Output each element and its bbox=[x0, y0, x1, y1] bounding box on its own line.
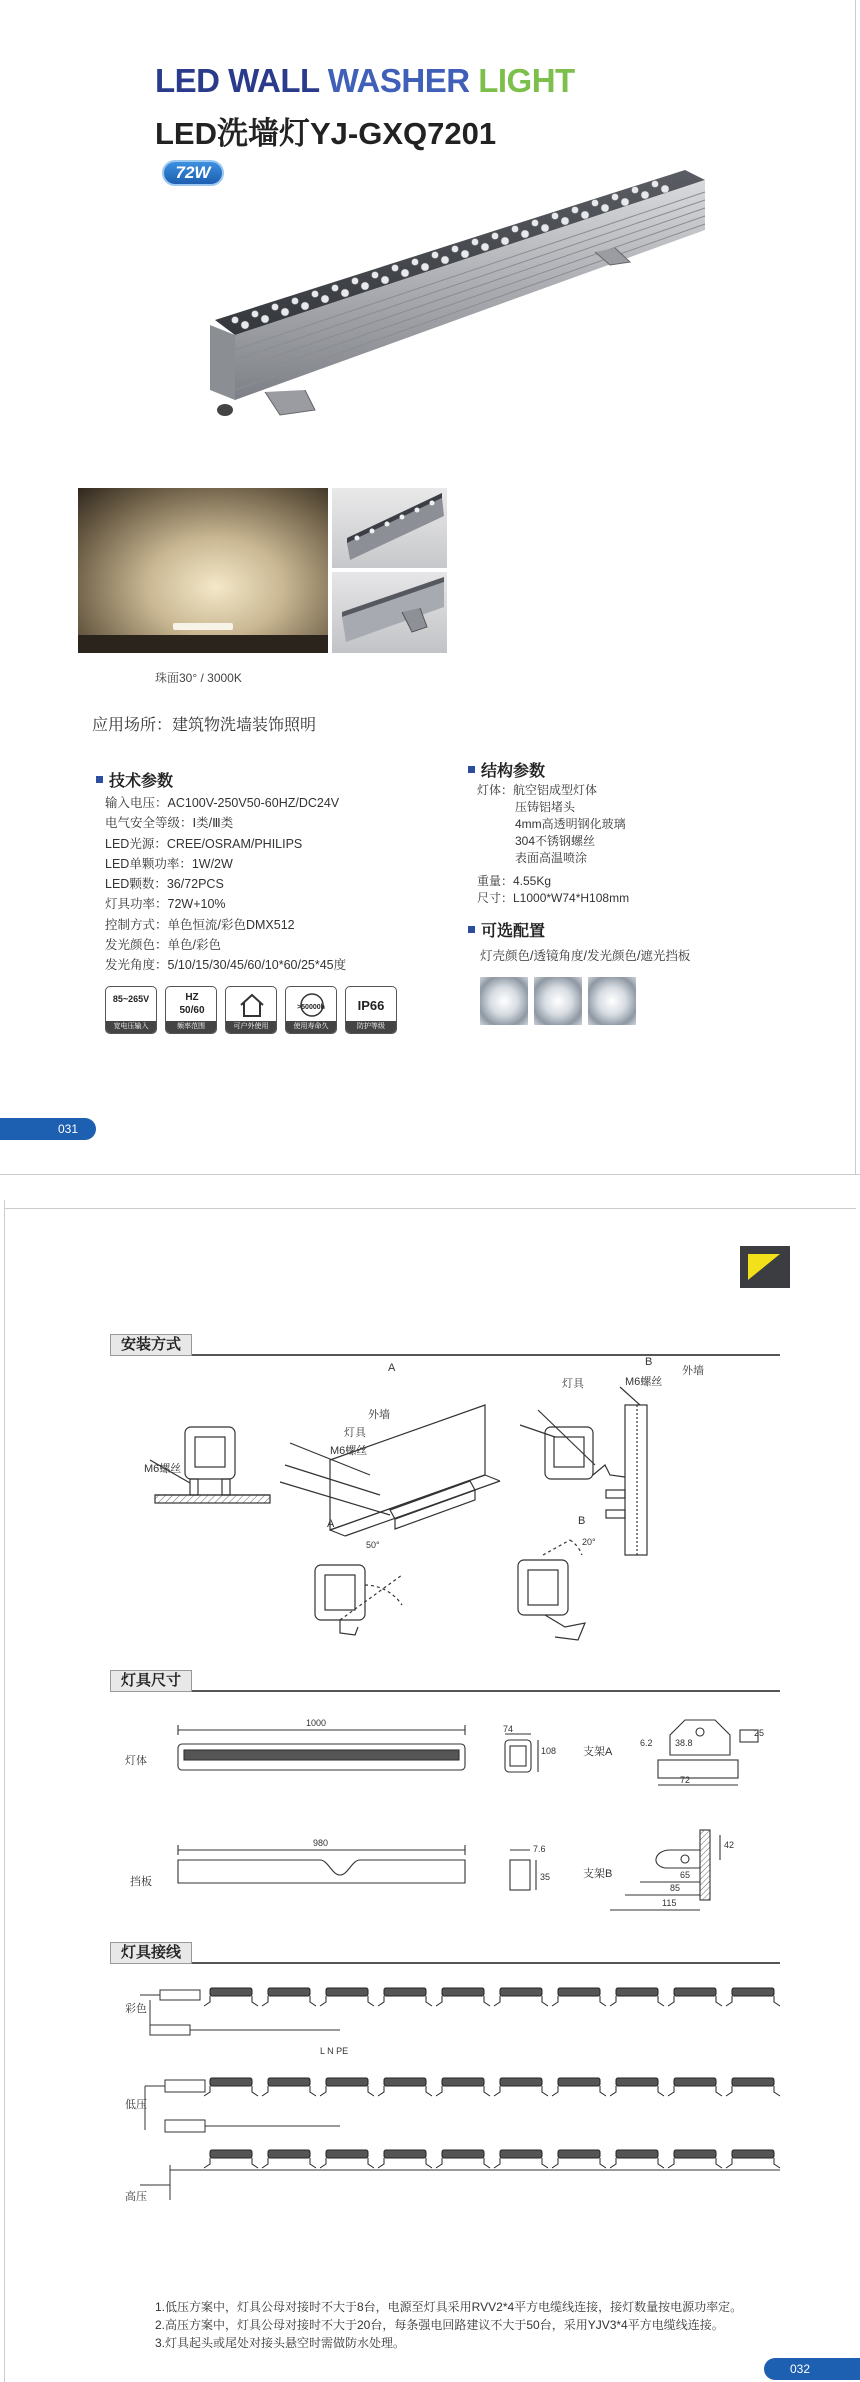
lifetime-badge-icon bbox=[285, 986, 337, 1034]
bracket-a-dim-25: 25 bbox=[754, 1728, 765, 1738]
wiring-lnpe-label: L N PE bbox=[320, 2046, 349, 2056]
lens-image bbox=[480, 977, 528, 1025]
spec-item: 输入电压：AC100V-250V50-60HZ/DC24V bbox=[105, 796, 340, 810]
install-section-title: 安装方式 bbox=[110, 1334, 192, 1356]
feature-icon-row bbox=[105, 986, 397, 1034]
cert-icon-text: 85~265V bbox=[112, 994, 150, 1004]
title-en-part2: WASHER bbox=[327, 62, 479, 99]
wiring-low-voltage-label: 低压 bbox=[125, 2099, 147, 2111]
angle-label-b: 20° bbox=[582, 1537, 596, 1547]
dimensions-diagram bbox=[110, 1700, 790, 1930]
heading-bullet-icon bbox=[96, 776, 103, 783]
cert-label: 频率范围 bbox=[166, 1021, 216, 1033]
outdoor-house-icon bbox=[225, 986, 277, 1034]
note-item: 2.高压方案中，灯具公母对接时不大于20台，每条强电回路建议不大于50台，采用YJV3*4平方电缆线连接。 bbox=[155, 2318, 724, 2332]
page-number-031: 031 bbox=[0, 1118, 96, 1140]
page-frame-right bbox=[855, 0, 856, 1175]
bracket-b-dim-85: 85 bbox=[670, 1883, 681, 1893]
angle-label-a: 50° bbox=[366, 1540, 380, 1550]
view-b-label-top: B bbox=[645, 1356, 653, 1368]
baffle-width-dim: 7.6 bbox=[533, 1844, 546, 1854]
struct-item: 表面高温喷涂 bbox=[515, 851, 588, 865]
heading-bullet-icon bbox=[468, 766, 475, 773]
optional-config-text: 灯壳颜色/透镜角度/发光颜色/遮光挡板 bbox=[480, 949, 691, 963]
wiring-high-voltage-label: 高压 bbox=[125, 2191, 147, 2203]
view-a-label-bottom: A bbox=[327, 1518, 335, 1530]
house-icon bbox=[238, 991, 266, 1019]
bracket-b-dim-115: 115 bbox=[662, 1898, 677, 1908]
bracket-b-dim-42: 42 bbox=[724, 1840, 735, 1850]
wiring-section-header bbox=[110, 1942, 780, 1964]
lamp-label-b: 灯具 bbox=[562, 1378, 584, 1390]
cert-label: 宽电压输入 bbox=[106, 1021, 156, 1033]
heading-bullet-icon bbox=[468, 926, 475, 933]
page-number-032: 032 bbox=[764, 2358, 860, 2380]
struct-item: 压铸铝堵头 bbox=[515, 800, 576, 814]
lit-fixture-strip bbox=[173, 623, 233, 630]
struct-item: 304不锈钢螺丝 bbox=[515, 834, 596, 848]
lens-image bbox=[588, 977, 636, 1025]
wiring-section-title: 灯具接线 bbox=[110, 1942, 192, 1964]
product-hero-image bbox=[205, 170, 715, 430]
catalog-page-031 bbox=[0, 0, 860, 1175]
view-b-label-bottom: B bbox=[578, 1515, 586, 1527]
beam-caption: 珠面30° / 3000K bbox=[155, 671, 242, 685]
section-rule bbox=[110, 1690, 780, 1692]
body-height-dim: 108 bbox=[541, 1746, 557, 1756]
product-title-en bbox=[155, 62, 575, 100]
installation-photo bbox=[78, 488, 328, 653]
lens-options-row bbox=[480, 977, 636, 1025]
ip66-badge-icon bbox=[345, 986, 397, 1034]
body-label: 灯体 bbox=[125, 1755, 147, 1767]
photo-floor bbox=[78, 635, 328, 653]
note-item: 1.低压方案中，灯具公母对接时不大于8台，电源至灯具采用RVV2*4平方电缆线连接，接灯数量按电源功率定。 bbox=[155, 2300, 743, 2314]
struct-item: 4mm高透明钢化玻璃 bbox=[515, 817, 626, 831]
spec-item: 电气安全等级：Ⅰ类/Ⅲ类 bbox=[105, 816, 234, 831]
spec-item: 发光角度：5/10/15/30/45/60/10*60/25*45度 bbox=[105, 958, 347, 973]
cert-label: 使用寿命久 bbox=[286, 1021, 336, 1033]
corner-logo-icon bbox=[740, 1246, 790, 1288]
struct-size: 尺寸：L1000*W74*H108mm bbox=[477, 891, 630, 905]
product-title-cn: LED洗墙灯YJ-GXQ7201 bbox=[155, 116, 497, 151]
cert-label: 可户外使用 bbox=[226, 1021, 276, 1033]
page-frame-left bbox=[4, 1200, 5, 2382]
tech-spec-list bbox=[105, 793, 346, 976]
cert-icon-text: >50000h bbox=[297, 1004, 325, 1011]
baffle-height-dim: 35 bbox=[540, 1872, 551, 1882]
struct-params-title: 结构参数 bbox=[481, 763, 546, 780]
spec-item: 发光颜色：单色/彩色 bbox=[105, 938, 221, 953]
spec-item: LED单颗功率：1W/2W bbox=[105, 856, 233, 871]
body-width-dim: 74 bbox=[503, 1724, 514, 1734]
struct-weight: 重量：4.55Kg bbox=[477, 874, 552, 888]
voltage-badge-icon bbox=[105, 986, 157, 1034]
struct-params-heading bbox=[468, 758, 545, 781]
spec-item: LED光源：CREE/OSRAM/PHILIPS bbox=[105, 836, 303, 851]
frequency-badge-icon bbox=[165, 986, 217, 1034]
optional-config-heading bbox=[468, 918, 545, 941]
baffle-label: 挡板 bbox=[130, 1876, 152, 1888]
page-frame-top bbox=[4, 1208, 856, 1209]
bracket-a-label: 支架A bbox=[583, 1746, 613, 1758]
wall-label-b: 外墙 bbox=[682, 1365, 704, 1377]
wiring-diagram bbox=[140, 1970, 790, 2210]
body-length-dim: 1000 bbox=[306, 1718, 327, 1728]
m6-screw-label-a: M6螺丝 bbox=[330, 1445, 368, 1457]
install-section-header bbox=[110, 1334, 780, 1356]
application-usage: 应用场所：建筑物洗墙装饰照明 bbox=[92, 717, 317, 734]
bracket-b-label: 支架B bbox=[583, 1868, 613, 1880]
title-en-part1: LED WALL bbox=[155, 62, 328, 99]
m6-screw-label-left: M6螺丝 bbox=[144, 1463, 182, 1475]
tech-params-heading bbox=[96, 768, 173, 791]
bracket-b-dim-65: 65 bbox=[680, 1870, 691, 1880]
bracket-a-dim-6: 6.2 bbox=[640, 1738, 653, 1748]
wiring-notes bbox=[155, 2298, 742, 2352]
struct-spec-list bbox=[477, 782, 626, 867]
installation-diagram bbox=[140, 1365, 780, 1665]
view-a-label-top: A bbox=[388, 1362, 396, 1374]
spec-item: 控制方式：单色恒流/彩色DMX512 bbox=[105, 917, 295, 932]
section-rule bbox=[110, 1354, 780, 1356]
dimensions-section-header bbox=[110, 1670, 780, 1692]
bracket-a-dim-38: 38.8 bbox=[675, 1738, 693, 1748]
dimensions-section-title: 灯具尺寸 bbox=[110, 1670, 192, 1692]
struct-weight-size bbox=[477, 873, 629, 907]
product-detail-photo-bottom bbox=[332, 572, 447, 653]
struct-body-label: 灯体：航空铝成型灯体 bbox=[477, 783, 598, 797]
baffle-length-dim: 980 bbox=[313, 1838, 329, 1848]
spec-item: 灯具功率：72W+10% bbox=[105, 897, 226, 912]
cert-label: 防护等级 bbox=[346, 1021, 396, 1033]
lens-image bbox=[534, 977, 582, 1025]
product-detail-photo-top bbox=[332, 488, 447, 568]
wiring-color-label: 彩色 bbox=[125, 2003, 147, 2015]
note-item: 3.灯具起头或尾处对接头悬空时需做防水处理。 bbox=[155, 2336, 406, 2350]
spec-item: LED颗数：36/72PCS bbox=[105, 877, 224, 892]
tech-params-title: 技术参数 bbox=[109, 773, 174, 790]
optional-config-title: 可选配置 bbox=[481, 923, 546, 940]
bracket-a-dim-72: 72 bbox=[680, 1775, 691, 1785]
power-badge: 72W bbox=[162, 160, 224, 186]
title-en-part3: LIGHT bbox=[478, 62, 575, 99]
lamp-label-a: 灯具 bbox=[344, 1427, 366, 1439]
cert-icon-text: IP66 bbox=[357, 998, 385, 1013]
m6-screw-label-b: M6螺丝 bbox=[625, 1376, 663, 1388]
wall-label-a: 外墙 bbox=[368, 1409, 390, 1421]
cert-icon-text: HZ 50/60 bbox=[179, 992, 205, 1016]
section-rule bbox=[110, 1962, 780, 1964]
